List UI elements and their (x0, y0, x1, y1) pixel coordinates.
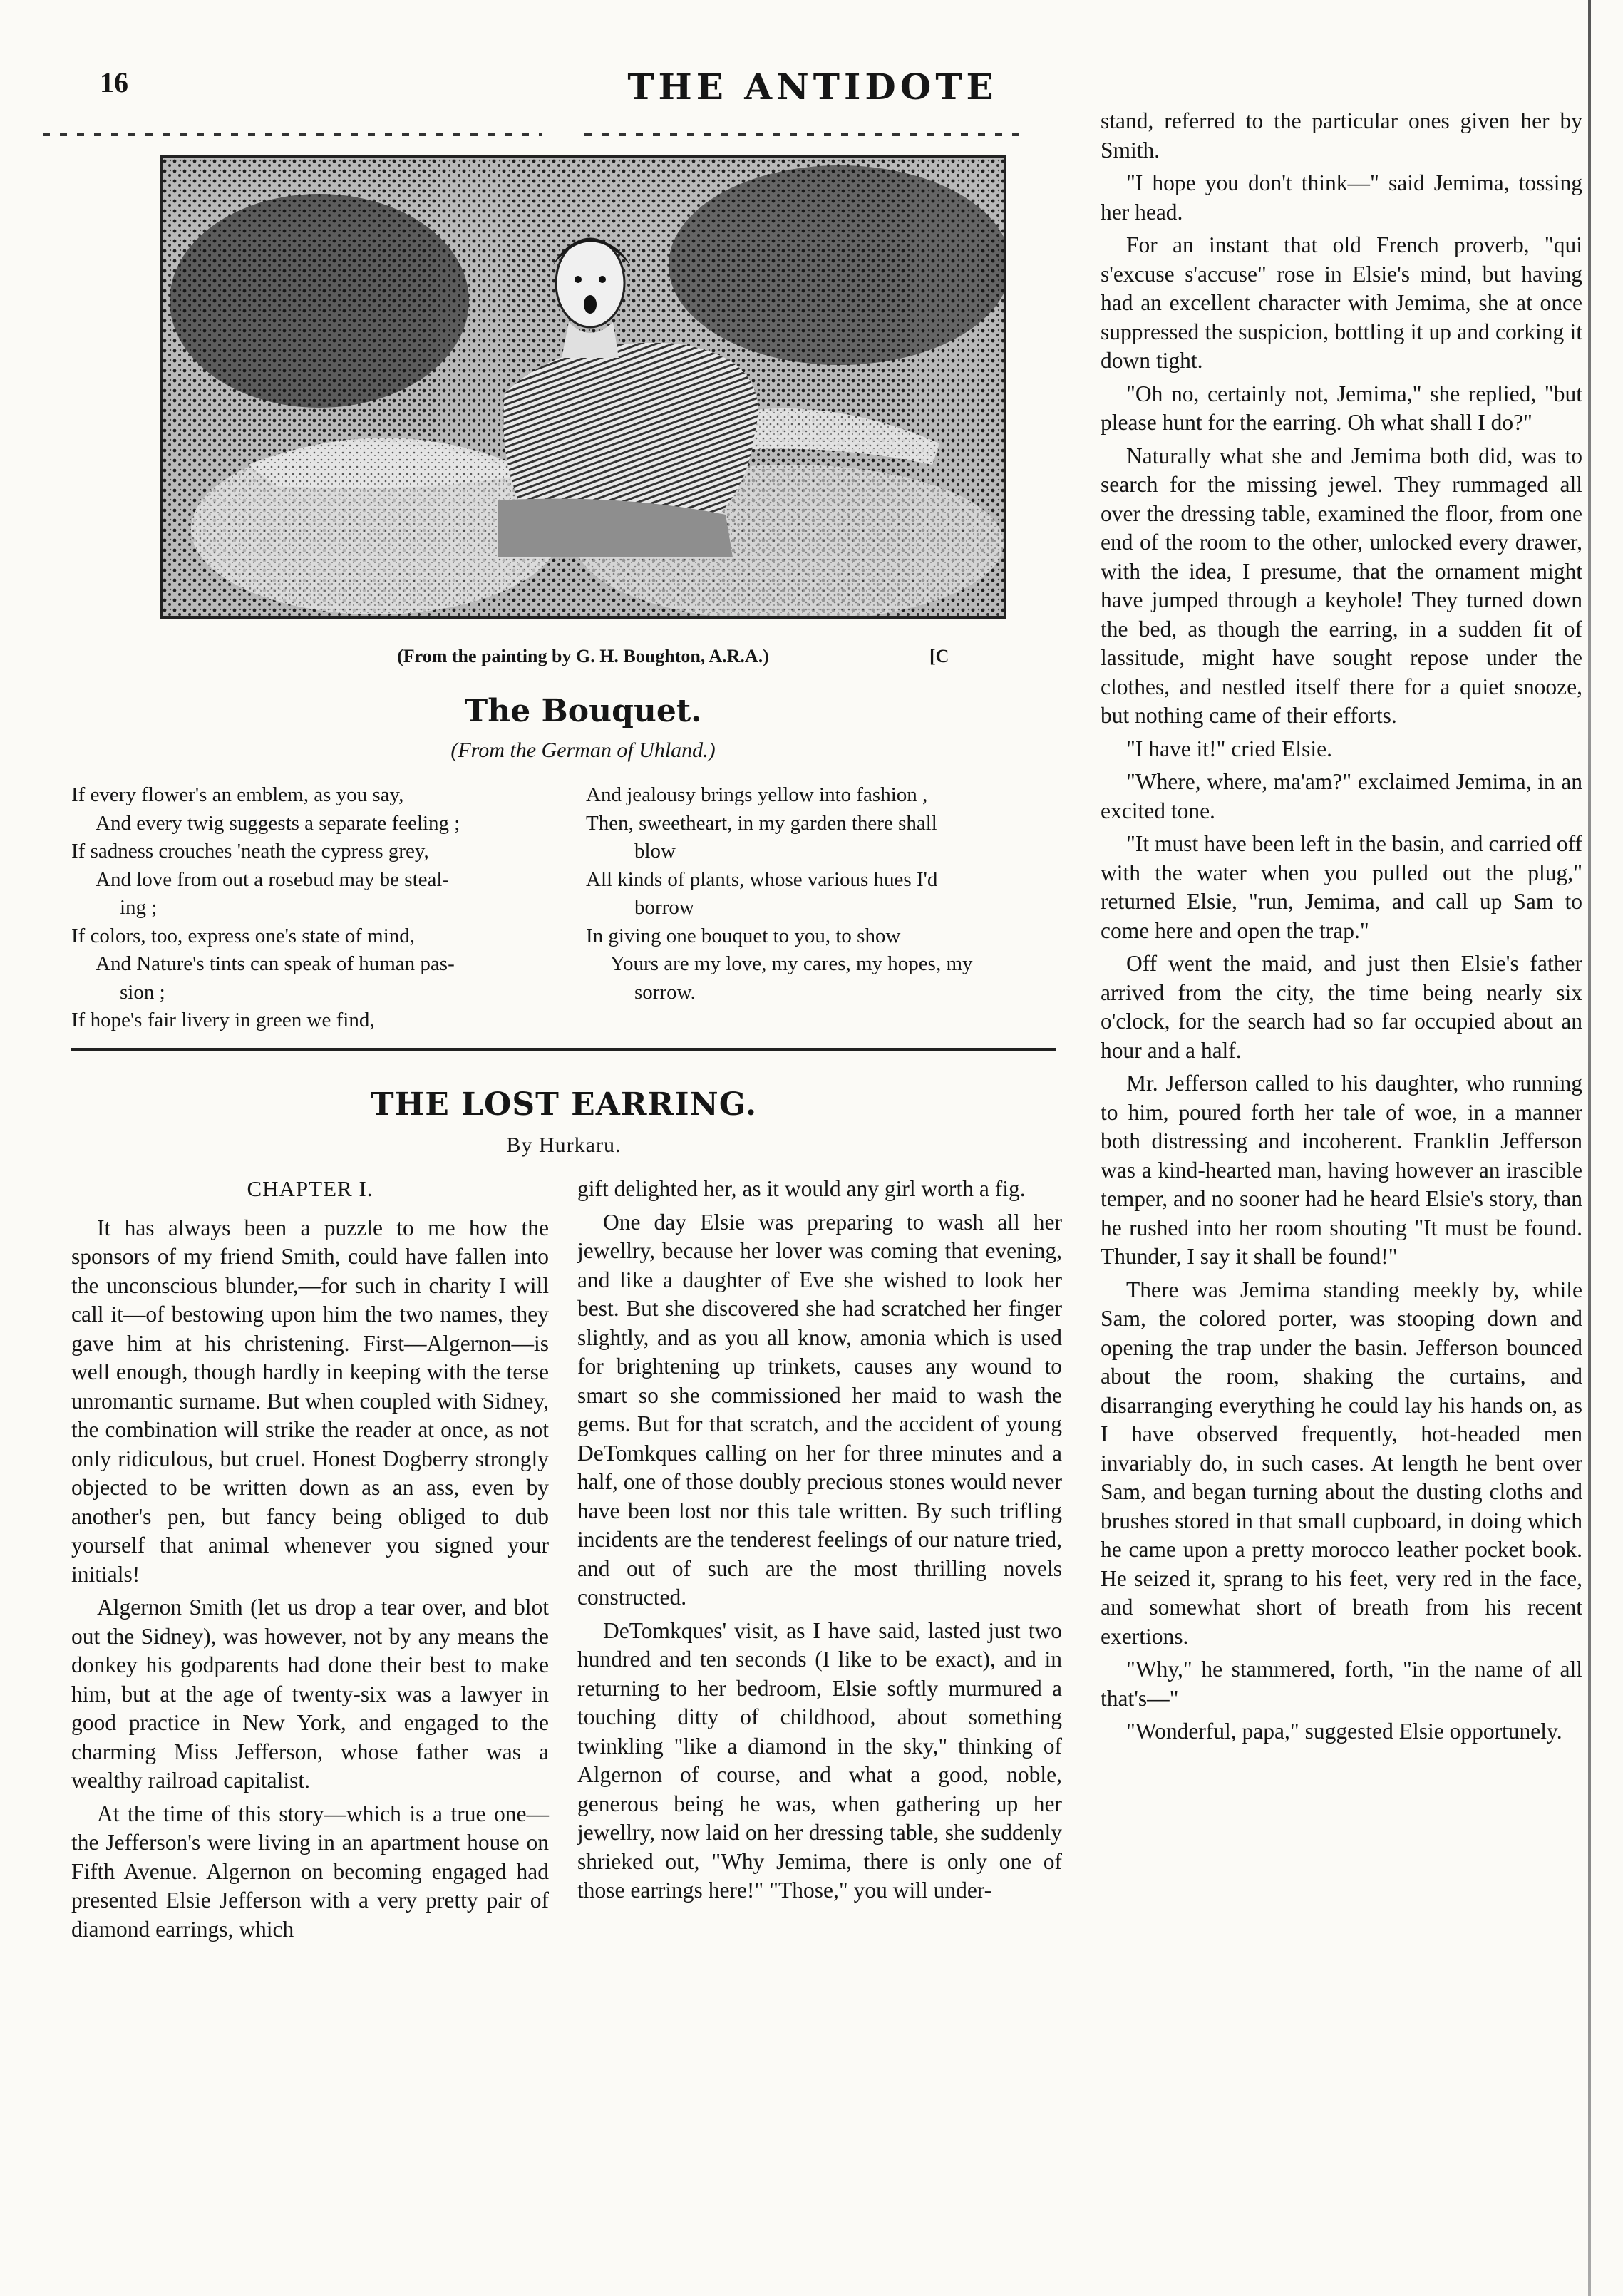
story-paragraph: "Wonderful, papa," suggested Elsie opportunely. (1126, 1719, 1562, 1744)
section-divider (71, 1048, 1056, 1051)
poem-line: In giving one bouquet to you, to show (586, 924, 901, 947)
poem-line: blow (634, 840, 676, 863)
story-paragraph: There was Jemima standing meekly by, while Sam, the colored porter, was stooping down and opening the trap under the basin. Jefferson bounced about the room, shaking the curtains, and disarranging everything he could lay his hands on, as I have observed frequently, hot-headed men invariably do, in such cases. At length he bent over Sam, and began turning about the dusting cloths and brushes stored in that small cupboard, in doing which he came upon a pretty morocco leather pocket book. He seized it, sprang to his feet, very red in the face, and somewhat short of breath from his recent exertions. (1101, 1277, 1582, 1649)
poem-line: Then, sweetheart, in my garden there shall (586, 811, 937, 835)
story-paragraph: stand, referred to the particular ones given her by Smith. (1101, 108, 1582, 163)
masthead: THE ANTIDOTE (627, 66, 998, 108)
poem-line: ing ; (120, 896, 158, 919)
story-paragraph: "I have it!" cried Elsie. (1126, 736, 1332, 761)
chapter-heading: CHAPTER I. (247, 1176, 373, 1201)
poem-source: (From the German of Uhland.) (450, 738, 716, 762)
story-paragraph: Off went the maid, and just then Elsie's father arrived from the city, the time being nearly six o'clock, for the search had so far occupied about an hour and a half. (1101, 951, 1582, 1063)
story-paragraph: Naturally what she and Jemima both did, was to search for the missing jewel. They rummaged all over the dressing table, examined the floor, from one end of the room to the other, unlocked every drawer, with the idea, I presume, that the ornament might have jumped through a keyhole! They turned down the bed, as though the earring, in a sudden fit of lassitude, might have sought repose under the clothes, and nestled itself there for a quiet snooze, but nothing came of their efforts. (1101, 443, 1582, 728)
story-paragraph: gift delighted her, as it would any girl worth a fig. (577, 1176, 1026, 1201)
story-paragraph: "Oh no, certainly not, Jemima," she replied, "but please hunt for the earring. Oh what shall I do?" (1101, 381, 1582, 435)
page-edge (1588, 0, 1591, 2296)
story-paragraph: Mr. Jefferson called to his daughter, who running to him, poured forth her tale of woe, in a manner both distressing and incoherent. Franklin Jefferson was a kind-hearted man, having however an irascible temper, and no sooner had he heard Elsie's story, than he rushed into her room shouting "It must be found. Thunder, I say it shall be found!" (1101, 1071, 1582, 1269)
story-paragraph: Algernon Smith (let us drop a tear over, and blot out the Sidney), was however, not by any means the donkey his godparents had done their best to make him, but at the age of twenty-six was a lawyer in good practice in New York, and engaged to the charming Miss Jefferson, whose father was a wealthy railroad capitalist. (71, 1595, 549, 1793)
story-column-2 (577, 1175, 1062, 1910)
poem-line: And love from out a rosebud may be steal- (96, 868, 450, 891)
header-noise-line (43, 133, 542, 136)
caption-text: (From the painting by G. H. Boughton, A.R.A.) (397, 646, 769, 666)
story-column-1 (71, 1175, 549, 1948)
poem-left-column (71, 781, 513, 1035)
poem-line: All kinds of plants, whose various hues I'd (586, 868, 938, 891)
story-paragraph: "I hope you don't think—" said Jemima, tossing her head. (1101, 170, 1582, 225)
illustration-caption (160, 646, 1006, 667)
story-paragraph: DeTomkques' visit, as I have said, lasted just two hundred and ten seconds (I like to be exact), and in returning to her bedroom, Elsie softly murmured a touching ditty of childhood, about something twinkling "like a diamond in the sky," thinking of Algernon of course, and what a good, noble, generous being he was, when gathering up her jewellry, now laid on her dressing table, she suddenly shrieked out, "Why Jemima, there is only one of those earrings here!" "Those," you will under- (577, 1617, 1062, 1903)
poem-line: If colors, too, express one's state of mind, (71, 924, 416, 947)
engraving-illustration (160, 155, 1006, 619)
story-column-3 (1101, 107, 1582, 1751)
caption-mark: [C (929, 646, 949, 666)
story-paragraph: At the time of this story—which is a true one—the Jefferson's were living in an apartment house on Fifth Avenue. Algernon on becoming engaged had presented Elsie Jefferson with a very pretty pair of diamond earrings, which (71, 1801, 549, 1942)
story-paragraph: One day Elsie was preparing to wash all her jewellry, because her lover was coming that evening, and like a daughter of Eve she wished to look her best. But she discovered she had scratched her finger slightly, and as you all know, amonia which is used for brightening up trinkets, causes any wound to smart so she commissioned her maid to wash the gems. But for that scratch, and the accident of young DeTomkques calling on her for three minutes and a half, one of those doubly precious stones would never have been lost nor this tale written. By such trifling incidents are the tenderest feelings of our nature tried, and out of such are the most thrilling novels constructed. (577, 1209, 1062, 1610)
poem-right-column (586, 781, 1071, 1007)
poem-line: sorrow. (634, 980, 696, 1004)
poem-line: Yours are my love, my cares, my hopes, my (610, 952, 973, 975)
story-byline: By Hurkaru. (506, 1133, 622, 1157)
poem-line: If every flower's an emblem, as you say, (71, 783, 404, 806)
story-paragraph: "Why," he stammered, forth, "in the name of all that's—" (1101, 1657, 1582, 1711)
story-paragraph: For an instant that old French proverb, "qui s'excuse s'accuse" rose in Elsie's mind, but having had an excellent character with Jemima, she at once suppressed the suspicion, bottling it up and corking it down tight. (1101, 232, 1582, 373)
poem-line: And Nature's tints can speak of human pas- (96, 952, 455, 975)
poem-title: The Bouquet. (464, 693, 702, 729)
story-paragraph: "It must have been left in the basin, and carried off with the water when you pulled out the plug," returned Elsie, "run, Jemima, and call up Sam to come here and open the trap." (1101, 831, 1582, 943)
header-noise-line-right (584, 133, 1026, 136)
story-paragraph: "Where, where, ma'am?" exclaimed Jemima, in an excited tone. (1101, 769, 1582, 823)
poem-line: If hope's fair livery in green we find, (71, 1009, 375, 1031)
poem-line: And every twig suggests a separate feeling ; (96, 811, 460, 835)
page-number: 16 (100, 66, 128, 98)
poem-line: borrow (634, 896, 694, 919)
poem-line: sion ; (120, 980, 165, 1004)
poem-line: And jealousy brings yellow into fashion , (586, 783, 928, 806)
poem-line: If sadness crouches 'neath the cypress grey, (71, 840, 429, 863)
story-title: THE LOST EARRING. (370, 1086, 758, 1123)
story-paragraph: It has always been a puzzle to me how the sponsors of my friend Smith, could have fallen into the unconscious blunder,—for such in charity I will call it—of bestowing upon him the two names, they gave him at his christening. First—Algernon—is well enough, though hardly in keeping with the terse unromantic surname. But when coupled with Sidney, the combination will strike the reader at once, as not only ridiculous, but cruel. Honest Dogberry strongly objected to be written down as an ass, even by another's pen, but fancy being obliged to dub yourself that animal whenever you signed your initials! (71, 1215, 549, 1587)
